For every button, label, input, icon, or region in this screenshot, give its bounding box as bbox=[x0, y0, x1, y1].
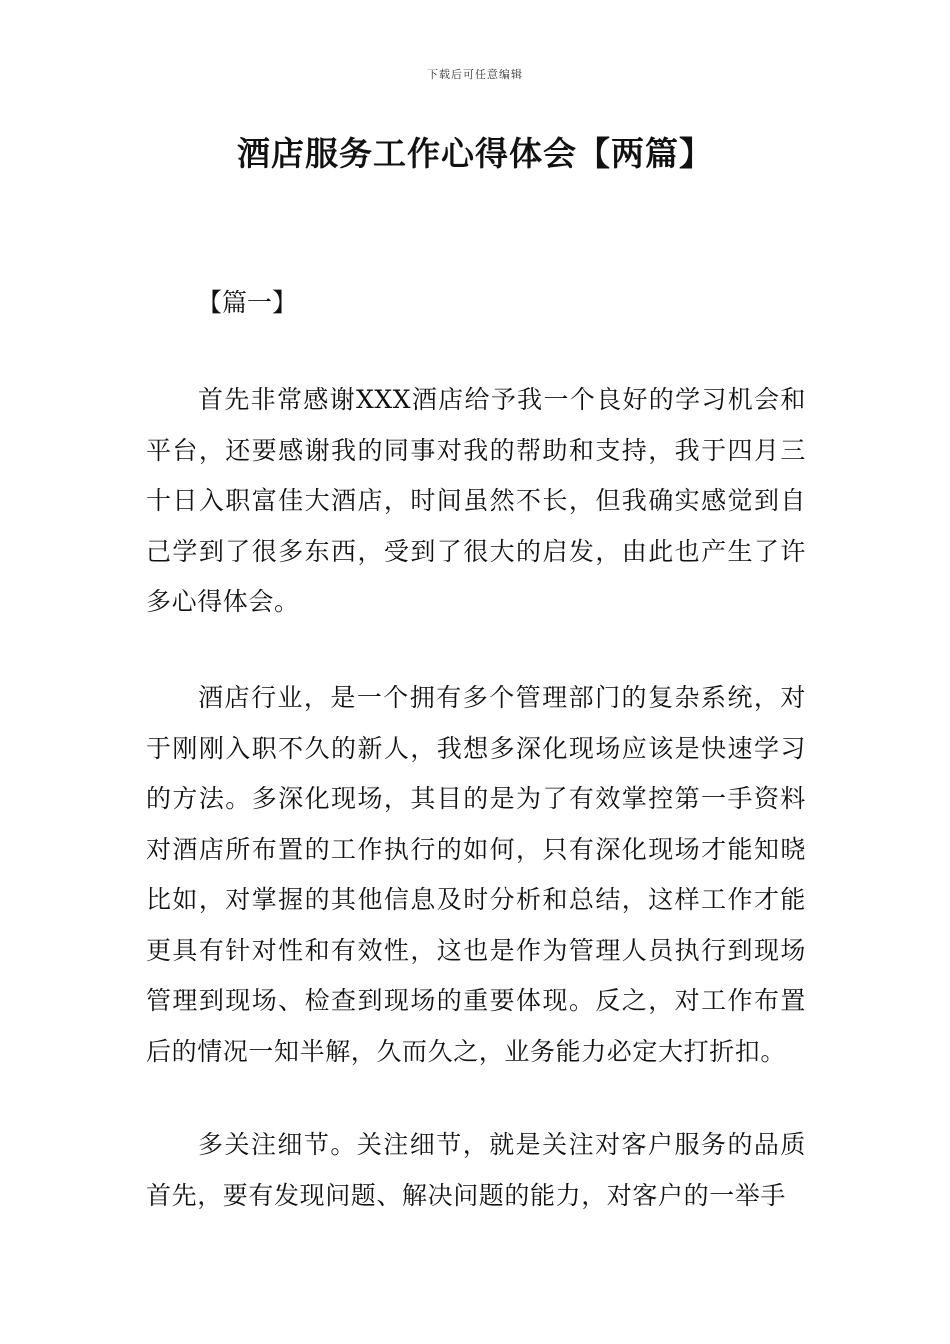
paragraph-1: 首先非常感谢XXX酒店给予我一个良好的学习机会和平台，还要感谢我的同事对我的帮助和支持，我于四月三十日入职富佳大酒店，时间虽然不长，但我确实感觉到自己学到了很多东西，受到了很大的启发，由此也产生了许多心得体会。 bbox=[146, 385, 806, 616]
paragraph-2: 酒店行业，是一个拥有多个管理部门的复杂系统，对于刚刚入职不久的新人，我想多深化现场应该是快速学习的方法。多深化现场，其目的是为了有效掌控第一手资料对酒店所布置的工作执行的如何，只有深化现场才能知晓比如，对掌握的其他信息及时分析和总结，这样工作才能更具有针对性和有效性，这也是作为管理人员执行到现场管理到现场、检查到现场的重要体现。反之，对工作布置后的情况一知半解，久而久之，业务能力必定大打折扣。 bbox=[146, 683, 806, 1066]
header-note: 下载后可任意编辑 bbox=[427, 68, 523, 81]
document-title: 酒店服务工作心得体会【两篇】 bbox=[237, 134, 713, 173]
paragraph-3: 多关注细节。关注细节，就是关注对客户服务的品质首先，要有发现问题、解决问题的能力，对客户的一举手 bbox=[146, 1130, 806, 1210]
section-label: 【篇一】 bbox=[197, 288, 298, 317]
